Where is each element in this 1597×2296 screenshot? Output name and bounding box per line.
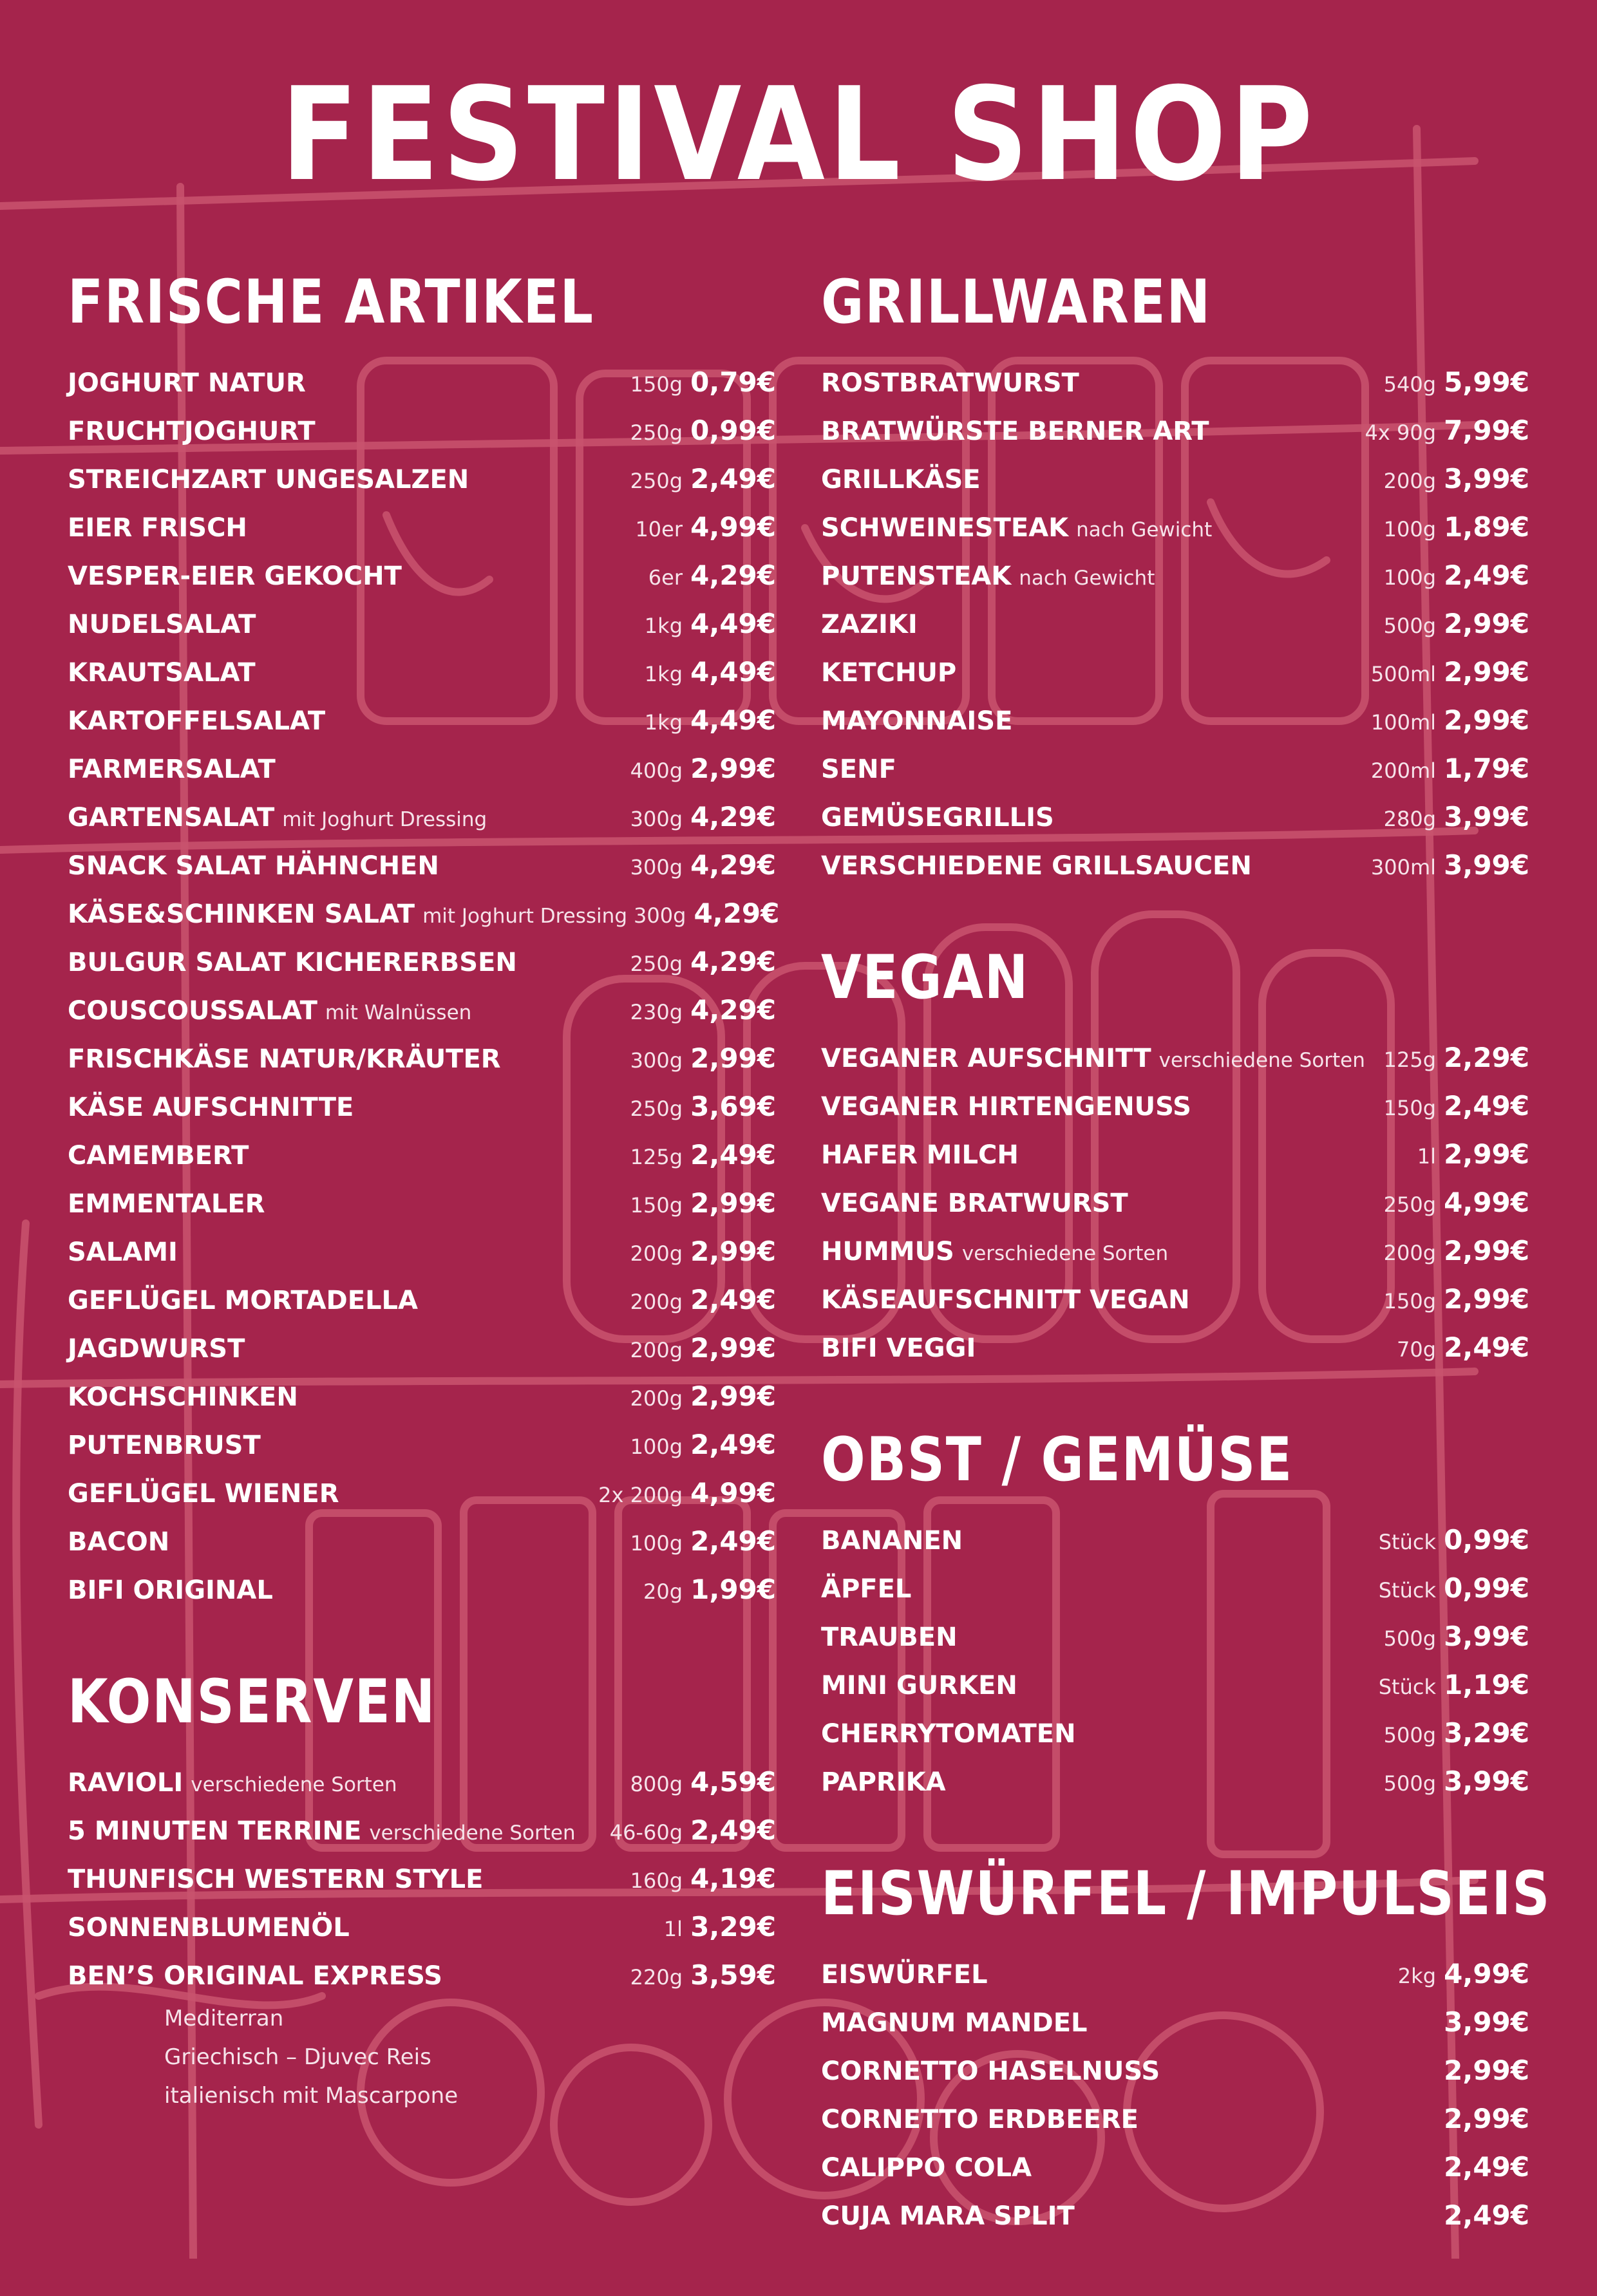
menu-item-row xyxy=(821,1661,1529,1709)
item-name: HAFER MILCH xyxy=(821,1140,1019,1170)
menu-item-row xyxy=(68,1179,776,1227)
item-name: BIFI VEGGI xyxy=(821,1333,976,1363)
item-price: 4,29€ xyxy=(694,898,780,929)
menu-item-row xyxy=(821,455,1529,503)
menu-item-row xyxy=(68,1469,776,1517)
item-price: 2,49€ xyxy=(690,1429,776,1460)
item-price: 2,99€ xyxy=(690,753,776,784)
menu-item-row xyxy=(68,1420,776,1469)
menu-item-row xyxy=(68,841,776,889)
item-name: SENF xyxy=(821,755,896,784)
menu-item-row xyxy=(821,503,1529,551)
item-size: 500g xyxy=(1383,614,1436,638)
item-name: KOCHSCHINKEN xyxy=(68,1382,298,1412)
item-size: 200g xyxy=(630,1338,683,1362)
item-size: 220g xyxy=(630,1965,683,1990)
menu-item-row xyxy=(68,1854,776,1903)
item-price: 3,99€ xyxy=(1444,1765,1529,1797)
item-size: 160g xyxy=(630,1868,683,1893)
item-note: nach Gewicht xyxy=(1076,518,1213,541)
item-size: Stück xyxy=(1378,1675,1436,1699)
item-size: 150g xyxy=(630,372,683,397)
section-grillwaren xyxy=(821,267,1529,889)
menu-item-row xyxy=(821,406,1529,455)
item-size: 200ml xyxy=(1370,758,1436,783)
item-price: 2,99€ xyxy=(690,1236,776,1267)
item-size: 100g xyxy=(630,1531,683,1556)
menu-item-row xyxy=(68,744,776,793)
item-price: 4,29€ xyxy=(690,560,776,591)
item-price: 2,49€ xyxy=(690,1139,776,1171)
menu-item-row xyxy=(821,1516,1529,1564)
item-price: 2,29€ xyxy=(1444,1042,1529,1073)
item-price: 3,99€ xyxy=(1444,801,1529,833)
item-name: CAMEMBERT xyxy=(68,1141,249,1171)
item-name: CORNETTO HASELNUSS xyxy=(821,2056,1160,2086)
item-note: verschiedene Sorten xyxy=(369,1821,576,1845)
menu-item-row xyxy=(68,1275,776,1324)
item-list xyxy=(821,1950,1529,2239)
section-heading: VEGAN xyxy=(821,943,1029,1013)
item-price: 0,99€ xyxy=(690,415,776,446)
section-konserven xyxy=(68,1667,776,2115)
menu-item-row xyxy=(821,2191,1529,2239)
item-name: PUTENSTEAK xyxy=(821,561,1012,591)
item-size: Stück xyxy=(1378,1578,1436,1603)
section-heading: OBST / GEMÜSE xyxy=(821,1425,1293,1495)
variant-text: Mediterran xyxy=(164,2006,284,2031)
menu-item-row xyxy=(821,1082,1529,1130)
item-price: 4,59€ xyxy=(690,1766,776,1798)
menu-item-row xyxy=(68,986,776,1034)
item-price: 2,99€ xyxy=(1444,2055,1529,2086)
menu-item-row xyxy=(821,1757,1529,1805)
item-name: KRAUTSALAT xyxy=(68,658,256,688)
item-size: 4x 90g xyxy=(1365,420,1436,445)
item-name: FARMERSALAT xyxy=(68,755,276,784)
section-heading: GRILLWAREN xyxy=(821,267,1211,337)
menu-item-row xyxy=(821,1998,1529,2046)
item-price: 3,99€ xyxy=(1444,1621,1529,1652)
item-name: CUJA MARA SPLIT xyxy=(821,2201,1075,2231)
menu-item-row xyxy=(68,1903,776,1951)
menu-item-row xyxy=(68,1082,776,1131)
menu-item-row xyxy=(68,793,776,841)
section-frische-artikel xyxy=(68,267,780,1614)
item-note: mit Joghurt Dressing xyxy=(282,808,487,831)
item-price: 2,99€ xyxy=(690,1042,776,1074)
item-price: 2,99€ xyxy=(1444,1283,1529,1315)
item-size: 500g xyxy=(1383,1626,1436,1651)
item-price: 2,49€ xyxy=(690,463,776,494)
item-price: 2,49€ xyxy=(1444,1331,1529,1363)
item-name: CORNETTO ERDBEERE xyxy=(821,2105,1139,2134)
item-name: HUMMUS xyxy=(821,1237,954,1266)
item-name: BEN’S ORIGINAL EXPRESS xyxy=(68,1961,442,1991)
item-name: VEGANE BRATWURST xyxy=(821,1189,1128,1218)
item-name: KÄSE AUFSCHNITTE xyxy=(68,1093,354,1122)
item-name: NUDELSALAT xyxy=(68,610,256,639)
item-size: 46-60g xyxy=(609,1820,683,1845)
menu-item-row xyxy=(68,889,780,937)
item-name: KARTOFFELSALAT xyxy=(68,706,326,736)
item-price: 4,99€ xyxy=(690,1477,776,1509)
menu-item-row xyxy=(821,551,1529,599)
item-price: 2,49€ xyxy=(1444,2199,1529,2231)
page-title: FESTIVAL SHOP xyxy=(281,60,1316,210)
item-price: 4,49€ xyxy=(690,656,776,688)
item-price: 2,49€ xyxy=(1444,1090,1529,1122)
section-vegan xyxy=(821,943,1529,1371)
menu-item-row xyxy=(68,1806,776,1854)
item-size: 2x 200g xyxy=(598,1483,683,1507)
item-size: 70g xyxy=(1396,1337,1436,1362)
item-price: 2,99€ xyxy=(690,1380,776,1412)
item-name: GRILLKÄSE xyxy=(821,465,981,494)
item-price: 2,49€ xyxy=(690,1525,776,1557)
item-price: 4,49€ xyxy=(690,704,776,736)
item-name: PAPRIKA xyxy=(821,1767,946,1797)
menu-item-row xyxy=(821,793,1529,841)
item-name: MINI GURKEN xyxy=(821,1671,1017,1700)
menu-item-row xyxy=(821,2046,1529,2094)
menu-item-row xyxy=(821,1612,1529,1661)
section-eiswuerfel-impulseis xyxy=(821,1859,1551,2239)
item-name: BACON xyxy=(68,1527,170,1557)
item-size: 200g xyxy=(630,1290,683,1314)
item-name: COUSCOUSSALAT xyxy=(68,996,317,1026)
item-size: 200g xyxy=(1383,1241,1436,1265)
item-price: 2,99€ xyxy=(1444,2103,1529,2134)
item-name: ÄPFEL xyxy=(821,1574,912,1604)
item-price: 4,99€ xyxy=(690,511,776,543)
item-price: 1,19€ xyxy=(1444,1669,1529,1700)
item-size: 250g xyxy=(630,469,683,493)
item-size: 2kg xyxy=(1397,1964,1436,1988)
menu-item-row xyxy=(821,1950,1529,1998)
item-name: STREICHZART UNGESALZEN xyxy=(68,465,469,494)
menu-item-row xyxy=(68,937,776,986)
item-name: GEMÜSEGRILLIS xyxy=(821,803,1054,833)
item-name: FRUCHTJOGHURT xyxy=(68,417,316,446)
section-obst-gemuese xyxy=(821,1425,1529,1805)
item-price: 3,69€ xyxy=(690,1091,776,1122)
section-heading: KONSERVEN xyxy=(68,1667,437,1737)
item-size: 250g xyxy=(630,420,683,445)
item-name: SALAMI xyxy=(68,1237,178,1267)
item-size: 1kg xyxy=(644,614,683,638)
menu-item-row xyxy=(821,648,1529,696)
item-size: 400g xyxy=(630,758,683,783)
variant-text: Griechisch – Djuvec Reis xyxy=(164,2044,431,2070)
item-size: 200g xyxy=(1383,469,1436,493)
item-name: VESPER-EIER GEKOCHT xyxy=(68,561,402,591)
item-size: 250g xyxy=(1383,1192,1436,1217)
item-name: MAYONNAISE xyxy=(821,706,1013,736)
item-note: nach Gewicht xyxy=(1019,567,1155,590)
menu-item-row xyxy=(821,696,1529,744)
item-size: 250g xyxy=(630,952,683,976)
menu-item-row xyxy=(821,2143,1529,2191)
item-size: Stück xyxy=(1378,1530,1436,1554)
item-note: verschiedene Sorten xyxy=(1158,1049,1365,1072)
item-name: VEGANER AUFSCHNITT xyxy=(821,1044,1151,1073)
left-column xyxy=(68,267,780,2172)
item-size: 540g xyxy=(1383,372,1436,397)
item-size: 10er xyxy=(635,517,683,541)
menu-item-row xyxy=(821,2094,1529,2143)
item-price: 2,49€ xyxy=(1444,560,1529,591)
item-price: 2,99€ xyxy=(1444,704,1529,736)
item-size: 6er xyxy=(648,565,683,590)
item-name: MAGNUM MANDEL xyxy=(821,2008,1088,2038)
item-size: 300g xyxy=(630,807,683,831)
item-size: 100ml xyxy=(1370,710,1436,735)
item-price: 4,99€ xyxy=(1444,1187,1529,1218)
item-name: SNACK SALAT HÄHNCHEN xyxy=(68,851,439,881)
menu-item-row xyxy=(821,358,1529,406)
item-price: 2,49€ xyxy=(690,1814,776,1846)
item-size: 300g xyxy=(634,903,686,928)
menu-item-row xyxy=(68,1227,776,1275)
item-name: GARTENSALAT xyxy=(68,803,275,833)
item-size: 100g xyxy=(1383,517,1436,541)
item-name: VEGANER HIRTENGENUSS xyxy=(821,1092,1191,1122)
item-size: 100g xyxy=(630,1435,683,1459)
item-price: 4,29€ xyxy=(690,801,776,833)
item-name: BULGUR SALAT KICHERERBSEN xyxy=(68,948,517,977)
item-price: 3,99€ xyxy=(1444,849,1529,881)
item-list xyxy=(68,358,780,1614)
item-price: 2,99€ xyxy=(690,1187,776,1219)
item-name: BRATWÜRSTE BERNER ART xyxy=(821,417,1209,446)
item-name: JAGDWURST xyxy=(68,1334,245,1364)
item-name: SONNENBLUMENÖL xyxy=(68,1913,350,1943)
item-name: FRISCHKÄSE NATUR/KRÄUTER xyxy=(68,1044,501,1074)
item-price: 1,89€ xyxy=(1444,511,1529,543)
item-size: 150g xyxy=(1383,1096,1436,1120)
item-name: CHERRYTOMATEN xyxy=(821,1719,1076,1749)
item-price: 7,99€ xyxy=(1444,415,1529,446)
item-list xyxy=(821,1033,1529,1371)
item-price: 2,99€ xyxy=(1444,608,1529,639)
item-price: 0,99€ xyxy=(1444,1572,1529,1604)
menu-item-row xyxy=(821,1323,1529,1371)
item-size: 200g xyxy=(630,1241,683,1266)
menu-item-row xyxy=(68,1517,776,1565)
menu-item-row xyxy=(821,1709,1529,1757)
menu-item-row xyxy=(821,1227,1529,1275)
item-size: 300ml xyxy=(1370,855,1436,880)
menu-item-row xyxy=(821,1130,1529,1178)
item-size: 300g xyxy=(630,1048,683,1073)
item-note: verschiedene Sorten xyxy=(191,1773,397,1796)
item-name: PUTENBRUST xyxy=(68,1431,261,1460)
item-name: VERSCHIEDENE GRILLSAUCEN xyxy=(821,851,1252,881)
item-price: 4,19€ xyxy=(690,1863,776,1894)
item-list xyxy=(821,1516,1529,1805)
item-size: 200g xyxy=(630,1386,683,1411)
item-price: 3,99€ xyxy=(1444,2006,1529,2038)
item-size: 500ml xyxy=(1370,662,1436,686)
item-size: 500g xyxy=(1383,1771,1436,1796)
item-size: 280g xyxy=(1383,807,1436,831)
item-price: 2,49€ xyxy=(690,1284,776,1315)
item-price: 4,99€ xyxy=(1444,1958,1529,1990)
item-note: mit Joghurt Dressing xyxy=(422,905,627,928)
section-heading: FRISCHE ARTIKEL xyxy=(68,267,594,337)
item-price: 4,29€ xyxy=(690,849,776,881)
item-size: 1kg xyxy=(644,662,683,686)
item-price: 2,99€ xyxy=(1444,1235,1529,1266)
menu-item-row xyxy=(68,1324,776,1372)
item-size: 100g xyxy=(1383,565,1436,590)
item-price: 0,99€ xyxy=(1444,1524,1529,1556)
item-size: 125g xyxy=(1383,1048,1436,1072)
item-name: EMMENTALER xyxy=(68,1189,265,1219)
menu-item-row xyxy=(68,1951,776,1999)
item-size: 150g xyxy=(1383,1289,1436,1313)
item-size: 800g xyxy=(630,1772,683,1796)
right-column xyxy=(821,267,1551,2296)
item-price: 3,59€ xyxy=(690,1959,776,1991)
menu-item-row xyxy=(821,599,1529,648)
menu-item-row xyxy=(68,503,776,551)
menu-item-row xyxy=(821,1178,1529,1227)
item-name: THUNFISCH WESTERN STYLE xyxy=(68,1865,484,1894)
item-price: 0,79€ xyxy=(690,366,776,398)
item-name: EISWÜRFEL xyxy=(821,1960,988,1990)
item-name: KÄSEAUFSCHNITT VEGAN xyxy=(821,1285,1190,1315)
item-name: BIFI ORIGINAL xyxy=(68,1576,273,1605)
item-list xyxy=(821,358,1529,889)
item-size: 300g xyxy=(630,855,683,880)
menu-item-row xyxy=(68,1131,776,1179)
item-name: ROSTBRATWURST xyxy=(821,368,1079,398)
section-heading: EISWÜRFEL / IMPULSEIS xyxy=(821,1859,1551,1929)
item-price: 2,99€ xyxy=(1444,656,1529,688)
item-price: 4,29€ xyxy=(690,946,776,977)
item-size: 20g xyxy=(643,1579,683,1604)
menu-item-row xyxy=(68,1034,776,1082)
item-name: SCHWEINESTEAK xyxy=(821,513,1069,543)
item-size: 125g xyxy=(630,1145,683,1169)
item-note: mit Walnüssen xyxy=(325,1001,472,1024)
item-name: GEFLÜGEL WIENER xyxy=(68,1479,339,1509)
item-name: RAVIOLI xyxy=(68,1768,184,1798)
item-name: KÄSE&SCHINKEN SALAT xyxy=(68,899,415,929)
item-name: GEFLÜGEL MORTADELLA xyxy=(68,1286,419,1315)
menu-item-row xyxy=(68,455,776,503)
item-name: EIER FRISCH xyxy=(68,513,247,543)
item-price: 5,99€ xyxy=(1444,366,1529,398)
item-name: CALIPPO COLA xyxy=(821,2153,1032,2183)
menu-item-row xyxy=(68,1565,776,1614)
item-price: 3,29€ xyxy=(690,1911,776,1943)
item-size: 1l xyxy=(1417,1144,1436,1169)
menu-item-row xyxy=(68,551,776,599)
variant-text: italienisch mit Mascarpone xyxy=(164,2083,458,2109)
menu-item-row xyxy=(821,1275,1529,1323)
item-size: 250g xyxy=(630,1096,683,1121)
item-size: 150g xyxy=(630,1193,683,1218)
item-price: 2,99€ xyxy=(1444,1138,1529,1170)
menu-item-row xyxy=(68,358,776,406)
item-price: 3,99€ xyxy=(1444,463,1529,494)
item-price: 4,49€ xyxy=(690,608,776,639)
item-price: 1,99€ xyxy=(690,1574,776,1605)
item-name: KETCHUP xyxy=(821,658,957,688)
item-price: 3,29€ xyxy=(1444,1717,1529,1749)
menu-item-row xyxy=(68,406,776,455)
item-size: 1kg xyxy=(644,710,683,735)
menu-item-row xyxy=(68,648,776,696)
item-size: 1l xyxy=(663,1917,683,1941)
menu-item-row xyxy=(68,1372,776,1420)
menu-item-row xyxy=(821,1033,1529,1082)
item-price: 2,49€ xyxy=(1444,2151,1529,2183)
menu-item-row xyxy=(821,841,1529,889)
menu-item-row xyxy=(821,1564,1529,1612)
item-size: 230g xyxy=(630,1000,683,1024)
menu-item-row xyxy=(68,1758,776,1806)
item-name: JOGHURT NATUR xyxy=(68,368,306,398)
item-price: 1,79€ xyxy=(1444,753,1529,784)
menu-item-row xyxy=(68,696,776,744)
item-note: verschiedene Sorten xyxy=(961,1242,1169,1265)
item-name: BANANEN xyxy=(821,1526,963,1556)
item-list xyxy=(68,1758,776,1999)
item-price: 2,99€ xyxy=(690,1332,776,1364)
item-price: 4,29€ xyxy=(690,994,776,1026)
menu-item-row xyxy=(68,599,776,648)
item-name: TRAUBEN xyxy=(821,1623,958,1652)
item-name: ZAZIKI xyxy=(821,610,918,639)
item-name: 5 MINUTEN TERRINE xyxy=(68,1816,362,1846)
item-size: 500g xyxy=(1383,1723,1436,1747)
menu-item-row xyxy=(821,744,1529,793)
